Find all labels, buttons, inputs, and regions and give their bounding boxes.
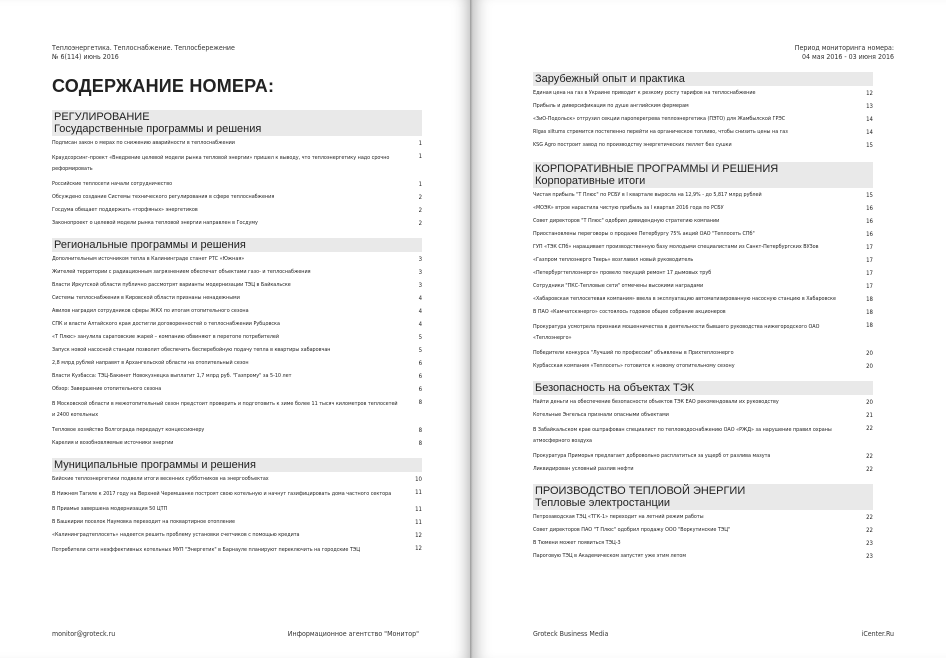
entry-page-number: 2 xyxy=(418,194,422,201)
entry-page-number: 20 xyxy=(866,350,873,357)
entry-title: В Забайкальском крае оштрафован специалист по тепловодоснабжению ОАО «РЖД» за нарушение правил охраны атмосферного воздуха xyxy=(533,427,832,444)
entry-page-number: 3 xyxy=(418,269,422,276)
entry-page-number: 8 xyxy=(418,427,422,434)
section-subtitle: Муниципальные программы и решения xyxy=(54,459,256,471)
toc-entry[interactable] xyxy=(533,87,873,100)
section-header xyxy=(52,110,422,136)
section-header xyxy=(52,238,422,252)
entry-page-number: 6 xyxy=(418,386,422,393)
left-toc xyxy=(52,110,422,559)
footer-agency: Информационное агентство "Монитор" xyxy=(287,630,419,638)
toc-entry[interactable] xyxy=(52,486,422,503)
toc-entry[interactable] xyxy=(533,189,873,202)
entry-title: В Башкирии поселок Наумовка переходит на поквартирное отопление xyxy=(52,519,235,525)
toc-entry[interactable] xyxy=(52,305,422,318)
toc-entry[interactable] xyxy=(52,424,422,437)
entry-page-number: 22 xyxy=(866,514,873,521)
entry-page-number: 8 xyxy=(418,440,422,447)
section-subtitle: Тепловые электростанции xyxy=(535,497,671,509)
entry-page-number: 17 xyxy=(866,270,873,277)
monitoring-period xyxy=(795,44,894,62)
entry-title: Найти деньги на обеспечение безопасности объектов ТЭК ЕАО рекомендовали их руководству xyxy=(533,399,779,405)
entry-page-number: 22 xyxy=(866,453,873,460)
entry-title: В Московской области в межотопительный сезон предстоит проверить и подготовить к зиме более 11 тысяч километров теплосетей и 2400 котельных xyxy=(52,401,398,418)
entry-page-number: 1 xyxy=(418,181,422,188)
entry-page-number: 17 xyxy=(866,244,873,251)
entry-title: В Нижнем Тагиле к 2017 году на Верхней Черемшанке построят свою котельную и начнут газифицировать дома частного сектора xyxy=(52,491,392,497)
entry-title: Прокуратура Приморья предлагает добровольно расплатиться за ущерб от разлива мазута xyxy=(533,453,771,459)
entry-page-number: 14 xyxy=(866,116,873,123)
entry-page-number: 1 xyxy=(418,153,422,160)
entry-title: В Тюмени может появиться ТЭЦ-3 xyxy=(533,540,621,546)
entry-title: ГУП «ТЭК СПб» наращивает производственную базу молодыми специалистами из Санкт-Петербургских ВУЗов xyxy=(533,244,819,250)
entry-page-number: 21 xyxy=(866,412,873,419)
toc-entry[interactable] xyxy=(52,292,422,305)
entry-title: Rīgas siltums стремится постепенно перейти на органическое топливо, чтобы снизить цены на газ xyxy=(533,129,788,135)
toc-section xyxy=(52,458,422,559)
toc-section xyxy=(52,238,422,450)
toc-entry[interactable] xyxy=(52,331,422,344)
entry-page-number: 12 xyxy=(415,532,422,539)
toc-entry[interactable] xyxy=(533,215,873,228)
entry-page-number: 3 xyxy=(418,256,422,263)
toc-entry[interactable] xyxy=(533,524,873,537)
entry-title: Краудсорсинг-проект «Внедрение целевой модели рынка тепловой энергии» пришел к выводу, что теплоэнергетику надо срочно реформировать xyxy=(52,155,390,172)
issue-number: № 6(114) июнь 2016 xyxy=(52,53,119,61)
footer-publisher: Groteck Business Media xyxy=(533,630,609,638)
entry-title: Петрозаводская ТЭЦ «ТГК-1» переходит на летний режим работы xyxy=(533,514,704,520)
entry-title: «МОЭК» втрое нарастила чистую прибыль за I квартал 2016 года по РСБУ xyxy=(533,205,724,211)
toc-entry[interactable] xyxy=(533,409,873,422)
toc-entry[interactable] xyxy=(52,253,422,266)
entry-title: Карелия и возобновляемые источники энергии xyxy=(52,440,174,446)
entry-page-number: 4 xyxy=(418,321,422,328)
entry-page-number: 17 xyxy=(866,257,873,264)
toc-entry[interactable] xyxy=(52,357,422,370)
right-page xyxy=(473,0,946,658)
entry-title: Дополнительным источником тепла в Калининграде станет РТС «Южная» xyxy=(52,256,245,262)
entry-page-number: 20 xyxy=(866,363,873,370)
toc-entry[interactable] xyxy=(52,396,422,424)
toc-entry[interactable] xyxy=(533,422,873,450)
toc-entry[interactable] xyxy=(52,137,422,150)
entry-title: Котельные Энгельса признали опасными объектами xyxy=(533,412,669,418)
entry-title: Бийские теплоэнергетики подвели итоги весенних субботников на энергообъектах xyxy=(52,476,269,482)
period-dates: 04 мая 2016 - 03 июня 2016 xyxy=(801,53,894,61)
toc-entry[interactable] xyxy=(52,473,422,486)
entry-title: Прибыль и диверсификация по душе английским фермерам xyxy=(533,103,689,109)
entry-title: Ликвидирован условный разлив нефти xyxy=(533,466,634,472)
toc-entry[interactable] xyxy=(52,529,422,542)
entry-page-number: 16 xyxy=(866,205,873,212)
entry-title: В Приамье завершена модернизация 50 ЦТП xyxy=(52,506,168,512)
entry-page-number: 5 xyxy=(418,334,422,341)
toc-entry[interactable] xyxy=(52,437,422,450)
journal-header xyxy=(52,44,235,62)
entry-page-number: 4 xyxy=(418,295,422,302)
section-title: ПРОИЗВОДСТВО ТЕПЛОВОЙ ЭНЕРГИИ xyxy=(535,485,746,497)
entry-title: «Петербургтеплоэнерго» провело текущий ремонт 17 дымовых труб xyxy=(533,270,712,276)
section-subtitle: Зарубежный опыт и практика xyxy=(535,73,685,85)
section-header xyxy=(52,458,422,472)
entry-title: «ЗиО-Подольск» отгрузил секции пароперегрева теплоэнергетика (ПЭТО) для Жамбылской ГРЭС xyxy=(533,116,786,122)
entry-title: Совет директоров "Т Плюс" одобрил дивидендную стратегию компании xyxy=(533,218,720,224)
section-title: РЕГУЛИРОВАНИЕ xyxy=(54,111,150,123)
toc-entry[interactable] xyxy=(52,191,422,204)
toc-entry[interactable] xyxy=(533,280,873,293)
entry-page-number: 11 xyxy=(415,489,422,496)
entry-title: Жителей территории с радиационным загрязнением обеспечат объектами газо- и теплоснабжения xyxy=(52,269,311,275)
entry-page-number: 2 xyxy=(418,207,422,214)
toc-entry[interactable] xyxy=(52,266,422,279)
entry-page-number: 20 xyxy=(866,399,873,406)
entry-page-number: 15 xyxy=(866,142,873,149)
toc-entry[interactable] xyxy=(52,318,422,331)
entry-page-number: 13 xyxy=(866,103,873,110)
toc-entry[interactable] xyxy=(533,396,873,409)
entry-title: «Калининградтеплосеть» надеется решить проблему установки счетчиков с помощью кредита xyxy=(52,532,300,538)
entry-title: Власти Кузбасса: ТЭЦ-Бакинет Новокузнецка выплатит 1,7 млрд руб. "Газпрому" за 5-10 лет xyxy=(52,373,292,379)
entry-page-number: 18 xyxy=(866,309,873,316)
entry-page-number: 5 xyxy=(418,347,422,354)
entry-title: Тепловое хозяйство Волгограда передадут концессионеру xyxy=(52,427,205,433)
entry-page-number: 3 xyxy=(418,282,422,289)
entry-title: В ПАО «Камчатскэнерго» состоялось годовое общее собрание акционеров xyxy=(533,309,726,315)
section-header xyxy=(533,162,873,188)
entry-title: Обсуждено создание Системы технического регулирования в сфере теплоснабжения xyxy=(52,194,275,200)
entry-page-number: 22 xyxy=(866,466,873,473)
toc-section xyxy=(533,72,873,152)
toc-entry[interactable] xyxy=(533,126,873,139)
entry-page-number: 4 xyxy=(418,308,422,315)
entry-page-number: 12 xyxy=(415,545,422,552)
entry-title: Чистая прибыль "Т Плюс" по РСБУ в I квартале выросла на 12,9% - до 5,817 млрд рублей xyxy=(533,192,762,198)
toc-entry[interactable] xyxy=(52,383,422,396)
entry-page-number: 16 xyxy=(866,218,873,225)
toc-entry[interactable] xyxy=(533,511,873,524)
period-label: Период мониторинга номера: xyxy=(794,44,894,52)
toc-entry[interactable] xyxy=(52,542,422,559)
section-header xyxy=(533,381,873,395)
journal-title: Теплоэнергетика. Теплоснабжение. Теплосбережение xyxy=(52,44,235,52)
entry-page-number: 23 xyxy=(866,540,873,547)
toc-entry[interactable] xyxy=(52,516,422,529)
entry-title: Пароговую ТЭЦ в Академическом запустят уже этим летом xyxy=(533,553,687,559)
entry-page-number: 17 xyxy=(866,283,873,290)
entry-title: Авилов наградил сотрудников сферы ЖКХ по итогам отопительного сезона xyxy=(52,308,249,314)
left-page xyxy=(0,0,471,658)
entry-page-number: 8 xyxy=(418,399,422,406)
toc-entry[interactable] xyxy=(52,503,422,516)
entry-title: Приостановлены переговоры о продаже Петербургу 75% акций ОАО "Теплосеть СПб" xyxy=(533,231,755,237)
entry-page-number: 22 xyxy=(866,527,873,534)
toc-entry[interactable] xyxy=(533,267,873,280)
entry-title: Прокуратура усмотрела признаки мошенничества в деятельности бывшего руководства нижегородского ОАО «Теплоэнерго» xyxy=(533,324,820,341)
entry-title: Госдума обещает поддержать «торфяных» энергетиков xyxy=(52,207,198,213)
toc-entry[interactable] xyxy=(533,100,873,113)
toc-entry[interactable] xyxy=(533,241,873,254)
entry-page-number: 23 xyxy=(866,553,873,560)
entry-title: Курбасская компания «Теплосеть» готовится к новому отопительному сезону xyxy=(533,363,735,369)
entry-title: Российские теплосети начали сотрудничество xyxy=(52,181,173,187)
section-subtitle: Региональные программы и решения xyxy=(54,239,246,251)
toc-entry[interactable] xyxy=(533,228,873,241)
toc-entry[interactable] xyxy=(533,202,873,215)
entry-title: Системы теплоснабжения в Кировской области признаны ненадежными xyxy=(52,295,240,301)
entry-title: Совет директоров ПАО "Т Плюс" одобрил продажу ООО "Воркутинские ТЭЦ" xyxy=(533,527,731,533)
entry-title: СПК и власти Алтайского края достигли договоренностей о теплоснабжении Рубцовска xyxy=(52,321,280,327)
toc-entry[interactable] xyxy=(533,306,873,319)
entry-title: Подписан закон о мерах по снижению аварийности в теплоснабжении xyxy=(52,140,235,146)
entry-page-number: 11 xyxy=(415,506,422,513)
right-toc xyxy=(533,72,873,563)
toc-entry[interactable] xyxy=(52,370,422,383)
toc-entry[interactable] xyxy=(52,204,422,217)
section-header xyxy=(533,484,873,510)
toc-entry[interactable] xyxy=(533,254,873,267)
entry-page-number: 10 xyxy=(415,476,422,483)
toc-entry[interactable] xyxy=(533,113,873,126)
toc-entry[interactable] xyxy=(52,150,422,178)
toc-entry[interactable] xyxy=(533,550,873,563)
toc-entry[interactable] xyxy=(52,279,422,292)
entry-page-number: 1 xyxy=(418,140,422,147)
toc-entry[interactable] xyxy=(533,139,873,152)
toc-entry[interactable] xyxy=(533,360,873,373)
toc-entry[interactable] xyxy=(533,463,873,476)
toc-section xyxy=(533,484,873,563)
entry-title: Сотрудники "ПКС-Тепловые сети" отмечены высокими наградами xyxy=(533,283,704,289)
entry-page-number: 14 xyxy=(866,129,873,136)
toc-section xyxy=(533,381,873,476)
entry-title: KSG Agro построит завод по производству энергетических пеллет без сушки xyxy=(533,142,732,148)
entry-page-number: 15 xyxy=(866,192,873,199)
toc-section xyxy=(52,110,422,230)
toc-entry[interactable] xyxy=(52,344,422,357)
entry-page-number: 18 xyxy=(866,296,873,303)
section-title: КОРПОРАТИВНЫЕ ПРОГРАММЫ И РЕШЕНИЯ xyxy=(535,163,779,175)
entry-page-number: 22 xyxy=(866,425,873,432)
entry-title: Запуск новой насосной станции позволит обеспечить бесперебойную подачу тепла в квартиры хабаровчан xyxy=(52,347,331,353)
entry-title: «Хабаровская теплосетевая компания» ввела в эксплуатацию автоматизированную насосную станцию в Хабаровске xyxy=(533,296,836,302)
entry-page-number: 12 xyxy=(866,90,873,97)
section-header xyxy=(533,72,873,86)
entry-page-number: 18 xyxy=(866,322,873,329)
toc-entry[interactable] xyxy=(52,217,422,230)
entry-page-number: 2 xyxy=(418,220,422,227)
entry-title: «Газпром теплоэнерго Тверь» возглавил новый руководитель xyxy=(533,257,694,263)
toc-entry[interactable] xyxy=(533,319,873,347)
toc-entry[interactable] xyxy=(533,293,873,306)
entry-title: Обзор: Завершение отопительного сезона xyxy=(52,386,162,392)
contents-title: СОДЕРЖАНИЕ НОМЕРА: xyxy=(52,76,275,96)
footer-email[interactable]: monitor@groteck.ru xyxy=(52,630,116,638)
toc-entry[interactable] xyxy=(533,347,873,360)
entry-page-number: 11 xyxy=(415,519,422,526)
section-subtitle: Корпоративные итоги xyxy=(535,175,646,187)
entry-title: Единая цена на газ в Украине приводит к резкому росту тарифов на теплоснабжение xyxy=(533,90,756,96)
toc-section xyxy=(533,162,873,373)
entry-title: Законопроект о целевой модели рынка тепловой энергии направлен в Госдуму xyxy=(52,220,258,226)
section-subtitle: Безопасность на объектах ТЭК xyxy=(535,382,695,394)
entry-title: Потребители сети неэффективных котельных МУП "Энергетик" в Барнауле планируют переключить на городские ТЭЦ xyxy=(52,547,361,553)
entry-page-number: 6 xyxy=(418,360,422,367)
toc-entry[interactable] xyxy=(52,178,422,191)
entry-title: 2,8 млрд рублей направят в Архангельской области на отопительный сезон xyxy=(52,360,249,366)
entry-page-number: 6 xyxy=(418,373,422,380)
entry-title: Власти Иркутской области публично рассмотрят варианты модернизации ТЭЦ в Байкальске xyxy=(52,282,291,288)
toc-entry[interactable] xyxy=(533,450,873,463)
entry-title: Победители конкурса "Лучший по профессии" объявлены в Прихтеплоэнерго xyxy=(533,350,734,356)
toc-entry[interactable] xyxy=(533,537,873,550)
section-subtitle: Государственные программы и решения xyxy=(54,123,262,135)
entry-title: «Т Плюс» занулила саратовские жарей – компанию обвиняют в перетопе потребителей xyxy=(52,334,280,340)
footer-site[interactable]: iCenter.Ru xyxy=(861,630,894,638)
entry-page-number: 16 xyxy=(866,231,873,238)
